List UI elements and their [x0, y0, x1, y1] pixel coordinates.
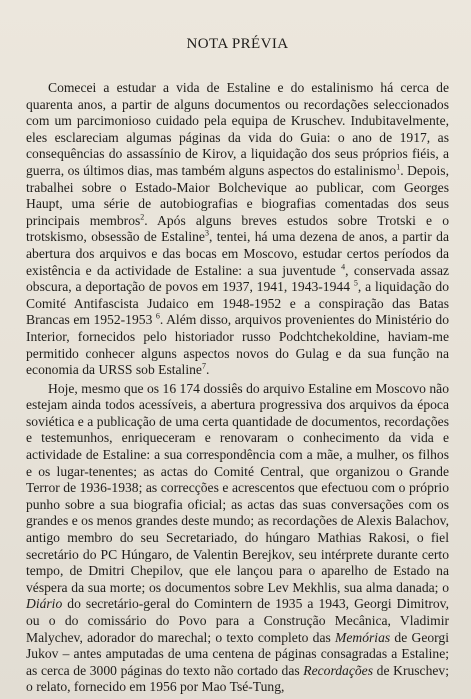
italic-title: Memórias — [335, 629, 391, 645]
text-run: . Além disso, arquivos provenientes do Ministério do Interior, fornecidos pelo historiador russo Podchtchekoldine, haviam-me permitido conhecer alguns aspectos novos do Gulag e da sua função na economia da URSS sob Estaline — [26, 312, 449, 378]
text-run: , conservada assaz obscura, a deportação de povos em 1937, 1941, 1943-1944 — [26, 262, 450, 295]
italic-title: Recordações — [303, 662, 373, 678]
text-run: . — [205, 362, 210, 378]
page-title: NOTA PRÉVIA — [186, 36, 289, 52]
text-run: Comecei a estudar a vida de Estaline e do estalinismo há cerca de quarenta anos, a partir de alguns documentos ou recordações seleccionados com um parcimonioso cuidado pela equipa de Kruschev. Indubitavelmente, eles esclareciam algumas páginas da vida do Guia: o ano de 1917, as consequências do assassínio de Kirov, a liquidação dos seus próprios fiéis, a guerra, os últimos dias, mas também alguns aspectos do estalinismo — [26, 80, 449, 178]
footnote-ref: 5 — [353, 278, 358, 288]
footnote-ref: 7 — [201, 361, 206, 371]
italic-title: Diário — [26, 596, 63, 612]
footnote-ref: 2 — [140, 212, 145, 222]
text-run: . Após alguns breves estudos sobre Trotski e o trotskismo, obsessão de Estaline — [26, 212, 449, 245]
paragraph-1 — [26, 80, 449, 379]
footnote-ref: 4 — [341, 262, 346, 271]
text-run: de Kruschev; o relato, fornecido em 1956 por Mao Tsé-Tung, — [26, 662, 449, 695]
body-text — [26, 80, 449, 696]
text-run: . Depois, trabalhei sobre o Estado-Maior Bolchevique ao publicar, com Georges Haupt, uma série de autobiografias e biografias comentadas dos seus principais membros — [26, 162, 449, 228]
text-run: Hoje, mesmo que os 16 174 dossiês do arquivo Estaline em Moscovo não estejam ainda todos acessíveis, a abertura progressiva dos arquivos da época soviética e a publicação de uma certa quantidade de documentos, recordações e testemunhos, enriqueceram e renovaram o conhecimento da vida e actividade de Estaline: a sua correspondência com a mãe, a mulher, os filhos e os lugar-tenentes; as actas do Comité Central, que organizou o Grande Terror de 1936-1938; as correcções e acrescentos que efectuou com o próprio punho sobre a sua biografia oficial; as actas das suas conversações com os grandes e os menos grandes deste mundo; as recordações de Alexis Balachov, antigo membro do seu Secretariado, do húngaro Mathias Rakosi, o fiel secretário do PC Húngaro, de Valentin Berejkov, seu intérprete durante certo tempo, de Dmitri Chepilov, que ele lançou para o aparelho de Estado na véspera da sua morte; os documentos sobre Lev Mekhlis, sua alma danada; o — [26, 380, 449, 595]
text-run: de Georgi Jukov – antes amputadas de uma centena de páginas consagradas a Estaline; as cerca de 3000 páginas do texto não cortado das — [26, 629, 449, 678]
text-run: , tentei, há uma dezena de anos, a partir da abertura dos arquivos e das bocas em Moscovo, estudar certos períodos da existência e da actividade de Estaline: a sua juventude — [26, 229, 449, 278]
text-run: , a liquidação do Comité Antifascista Judaico em 1948-1952 e a conspiração das Batas Brancas em 1952-1953 — [26, 279, 449, 328]
footnote-ref: 6 — [155, 311, 160, 321]
footnote-ref: 1 — [396, 162, 401, 172]
text-run: do secretário-geral do Comintern de 1935 a 1943, Georgi Dimitrov, ou o do comissário do Povo para a Construção Mecânica, Vladimir Malychev, adorador do marechal; o texto completo das — [26, 596, 449, 645]
paragraph-2 — [26, 381, 449, 696]
footnote-ref: 3 — [204, 228, 209, 238]
